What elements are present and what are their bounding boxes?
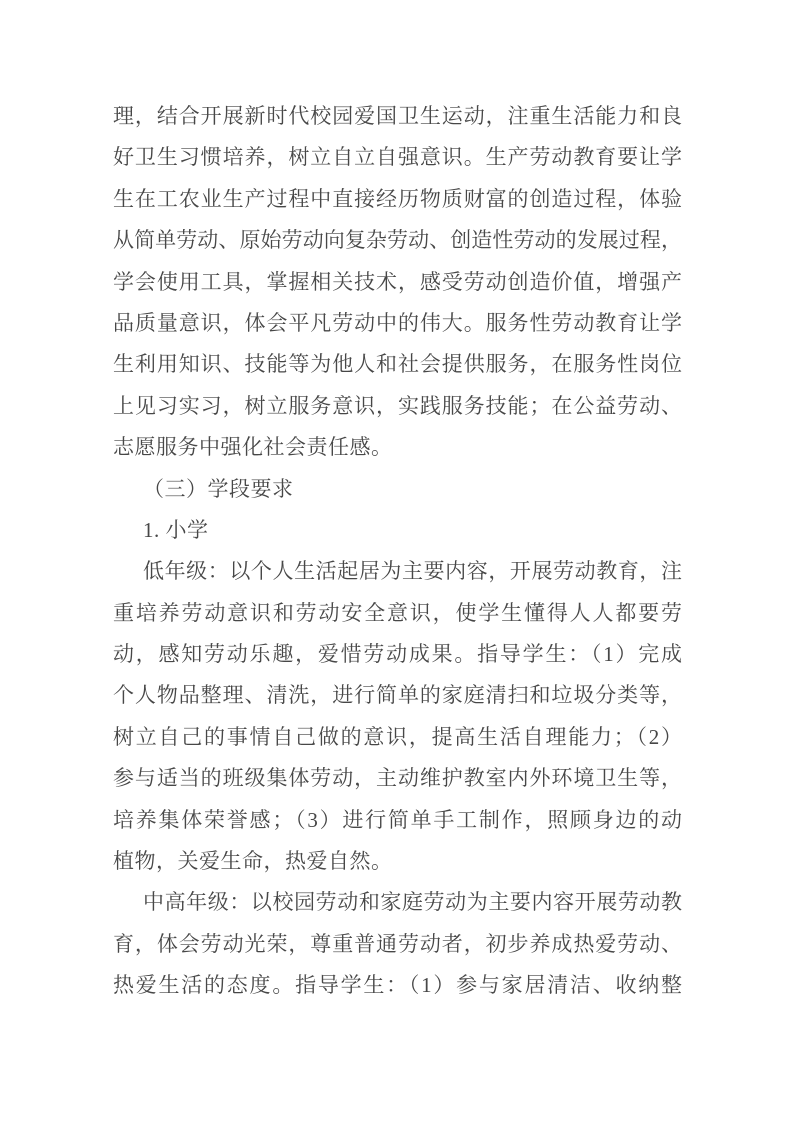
text-line: 学会使用工具，掌握相关技术，感受劳动创造价值，增强产: [113, 269, 682, 294]
paragraph: [113, 551, 682, 882]
text-line: 参与适当的班级集体劳动，主动维护教室内外环境卫生等，: [113, 766, 682, 791]
text-line: 动，感知劳动乐趣，爱惜劳动成果。指导学生：（1）完成: [113, 642, 682, 667]
section-heading-paragraph: [113, 469, 682, 510]
paragraph: [113, 96, 682, 469]
text-line: 个人物品整理、清洗，进行简单的家庭清扫和垃圾分类等，: [113, 683, 682, 708]
document-text-block: [113, 96, 682, 1007]
text-line: 育，体会劳动光荣，尊重普通劳动者，初步养成热爱劳动、: [113, 931, 682, 956]
text-line: 热爱生活的态度。指导学生：（1）参与家居清洁、收纳整: [113, 973, 682, 998]
text-line: 志愿服务中强化社会责任感。: [113, 435, 393, 460]
text-line: 培养集体荣誉感；（3）进行简单手工制作，照顾身边的动: [113, 807, 682, 832]
text-line: 植物，关爱生命，热爱自然。: [113, 849, 393, 874]
text-line: 从简单劳动、原始劳动向复杂劳动、创造性劳动的发展过程，: [113, 228, 682, 253]
numbered-subheading: 1. 小学: [143, 517, 209, 542]
text-line: 理，结合开展新时代校园爱国卫生运动，注重生活能力和良: [113, 104, 682, 128]
text-line: 上见习实习，树立服务意识，实践服务技能；在公益劳动、: [113, 393, 682, 418]
section-heading: （三）学段要求: [143, 476, 294, 501]
text-line: 好卫生习惯培养，树立自立自强意识。生产劳动教育要让学: [113, 145, 682, 170]
text-line: 品质量意识，体会平凡劳动中的伟大。服务性劳动教育让学: [113, 310, 682, 335]
text-line: 低年级：以个人生活起居为主要内容，开展劳动教育，注: [143, 559, 682, 584]
text-line: 生在工农业生产过程中直接经历物质财富的创造过程，体验: [113, 186, 682, 211]
subsection-heading-paragraph: [113, 510, 682, 551]
paragraph: [113, 882, 682, 1006]
text-line: 中高年级：以校园劳动和家庭劳动为主要内容开展劳动教: [143, 890, 682, 915]
text-line: 树立自己的事情自己做的意识，提高生活自理能力；（2）: [113, 724, 682, 749]
text-line: 重培养劳动意识和劳动安全意识，使学生懂得人人都要劳: [113, 600, 682, 625]
text-line: 生利用知识、技能等为他人和社会提供服务，在服务性岗位: [113, 352, 682, 377]
